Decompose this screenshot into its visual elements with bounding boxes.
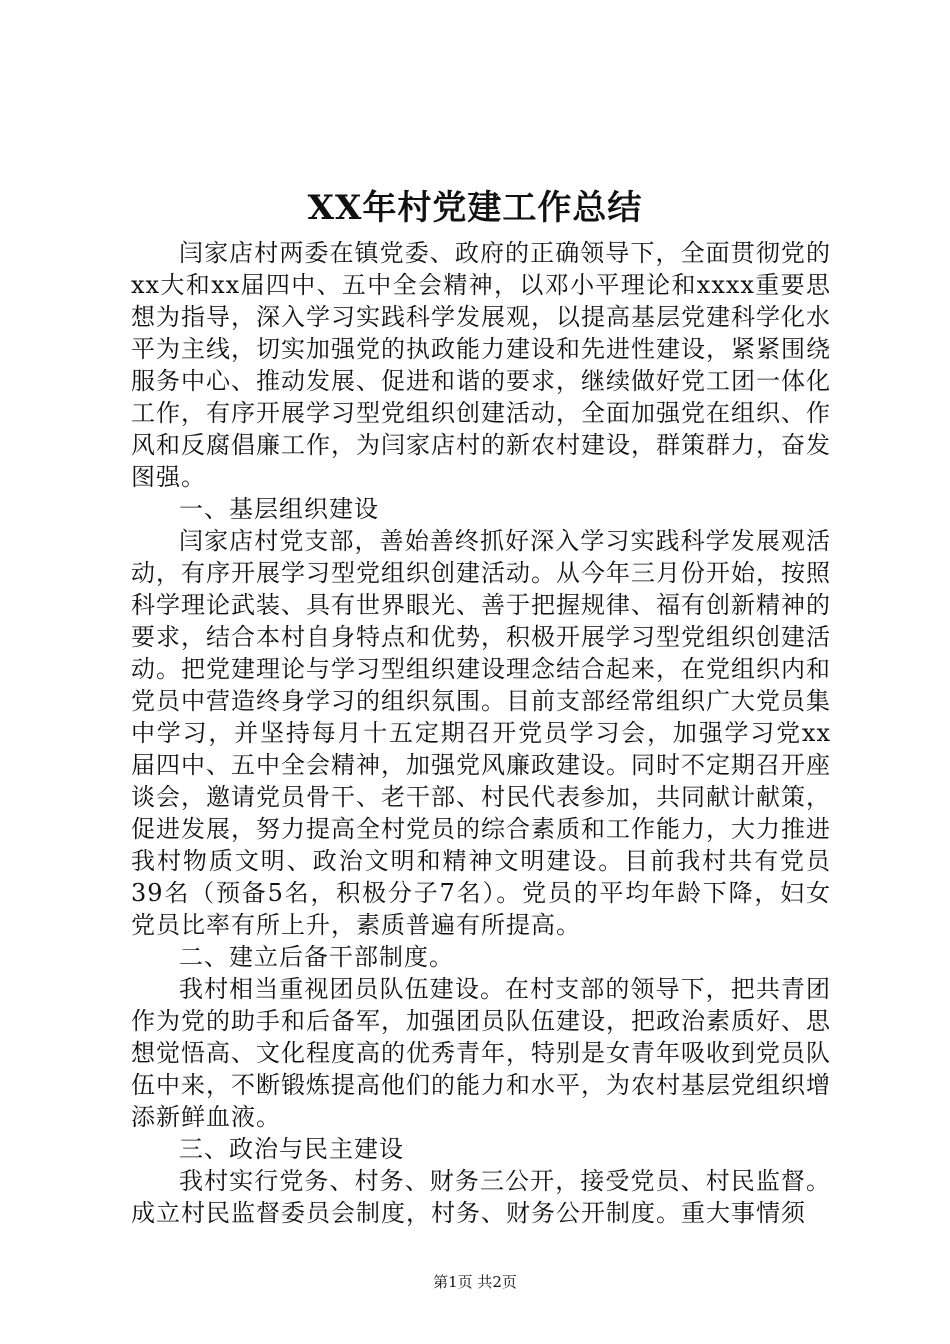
section-heading-1: 一、基层组织建设 [179,495,379,523]
paragraph-intro: 闫家店村两委在镇党委、政府的正确领导下，全面贯彻党的xx大和xx届四中、五中全会精神，以邓小平理论和xxxx重要思想为指导，深入学习实践科学发展观，以提高基层党建科学化水平为主线，切实加强党的执政能力建设和先进性建设，紧紧围绕服务中心、推动发展、促进和谐的要求，继续做好党工团一体化工作，有序开展学习型党组织创建活动，全面加强党在组织、作风和反腐倡廉工作，为闫家店村的新农村建设，群策群力，奋发图强。 [131,239,831,491]
paragraph-section-2: 我村相当重视团员队伍建设。在村支部的领导下，把共青团作为党的助手和后备军，加强团员队伍建设，把政治素质好、思想觉悟高、文化程度高的优秀青年，特别是女青年吸收到党员队伍中来，不断锻炼提高他们的能力和水平，为农村基层党组织增添新鲜血液。 [131,975,831,1131]
document-title: XX年村党建工作总结 [307,188,643,228]
page-number-footer: 第1页 共2页 [433,1273,517,1291]
section-heading-3: 三、政治与民主建设 [179,1135,404,1163]
paragraph-section-1: 闫家店村党支部，善始善终抓好深入学习实践科学发展观活动，有序开展学习型党组织创建活动。从今年三月份开始，按照科学理论武装、具有世界眼光、善于把握规律、福有创新精神的要求，结合本村自身特点和优势，积极开展学习型党组织创建活动。把党建理论与学习型组织建设理念结合起来，在党组织内和党员中营造终身学习的组织氛围。目前支部经常组织广大党员集中学习，并坚持每月十五定期召开党员学习会，加强学习党xx届四中、五中全会精神，加强党风廉政建设。同时不定期召开座谈会，邀请党员骨干、老干部、村民代表参加，共同献计献策，促进发展，努力提高全村党员的综合素质和工作能力，大力推进我村物质文明、政治文明和精神文明建设。目前我村共有党员39名（预备5名，积极分子7名）。党员的平均年龄下降，妇女党员比率有所上升，素质普遍有所提高。 [131,527,831,939]
paragraph-section-3: 我村实行党务、村务、财务三公开，接受党员、村民监督。成立村民监督委员会制度，村务、财务公开制度。重大事情须 [131,1167,831,1227]
document-body [131,237,831,1229]
section-heading-2: 二、建立后备干部制度。 [179,943,454,971]
